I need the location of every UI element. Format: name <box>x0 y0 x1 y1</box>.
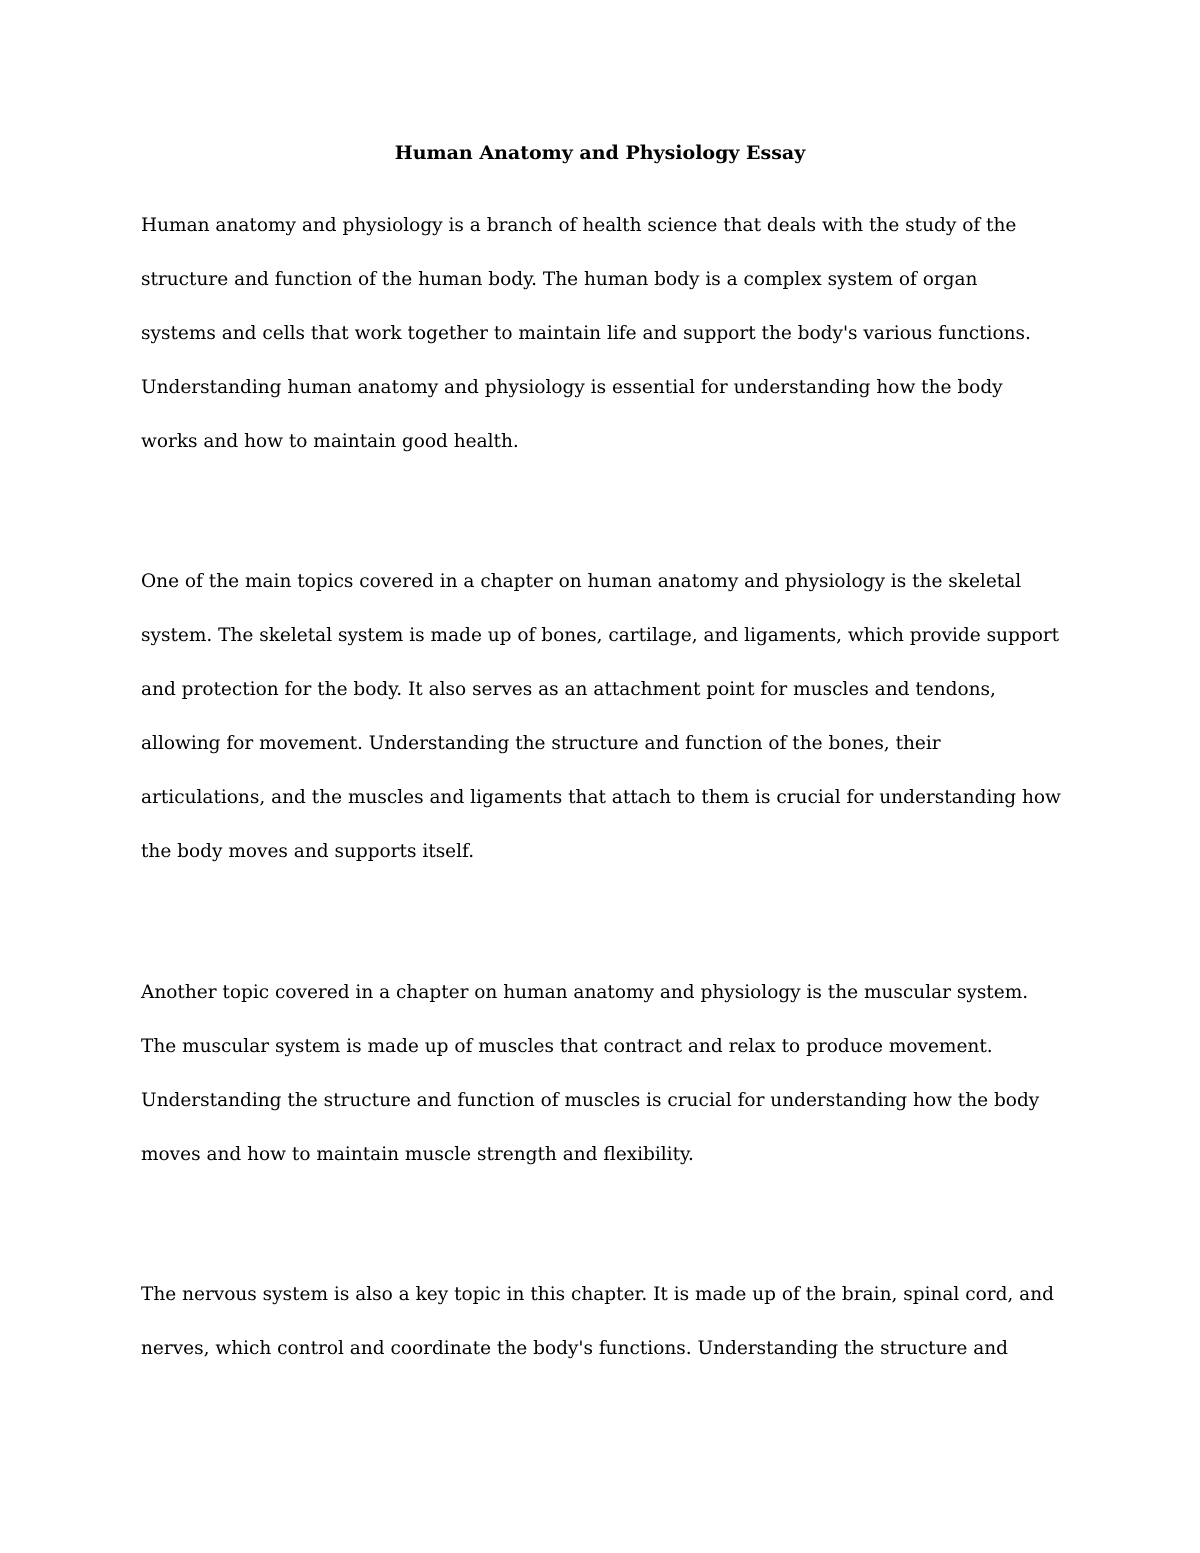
paragraph-3-line: The muscular system is made up of muscles that contract and relax to produce movement. <box>141 1036 993 1057</box>
paragraph-2-line: allowing for movement. Understanding the structure and function of the bones, their <box>141 733 941 754</box>
paragraph-2-line: the body moves and supports itself. <box>141 841 475 862</box>
paragraph-1-line: works and how to maintain good health. <box>141 431 519 452</box>
paragraph-1-line: Human anatomy and physiology is a branch of health science that deals with the study of the <box>141 215 1017 236</box>
paragraph-1-line: systems and cells that work together to maintain life and support the body's various functions. <box>141 323 1031 344</box>
paragraph-1-line: structure and function of the human body. The human body is a complex system of organ <box>141 269 978 290</box>
paragraph-3-line: Another topic covered in a chapter on human anatomy and physiology is the muscular system. <box>141 982 1029 1003</box>
paragraph-3-line: moves and how to maintain muscle strength and flexibility. <box>141 1144 694 1165</box>
paragraph-3-line: Understanding the structure and function of muscles is crucial for understanding how the body <box>141 1090 1040 1111</box>
paragraph-2-line: system. The skeletal system is made up of bones, cartilage, and ligaments, which provide support <box>141 625 1060 646</box>
paragraph-1-line: Understanding human anatomy and physiology is essential for understanding how the body <box>141 377 1003 398</box>
paragraph-2-line: articulations, and the muscles and ligaments that attach to them is crucial for understanding how <box>141 787 1061 808</box>
paragraph-2-line: One of the main topics covered in a chapter on human anatomy and physiology is the skeletal <box>141 571 1022 592</box>
essay-title: Human Anatomy and Physiology Essay <box>394 142 806 164</box>
paragraph-4-line: nerves, which control and coordinate the body's functions. Understanding the structure and <box>141 1338 1008 1359</box>
paragraph-2-line: and protection for the body. It also serves as an attachment point for muscles and tendons, <box>141 679 996 700</box>
paragraph-4-line: The nervous system is also a key topic in this chapter. It is made up of the brain, spinal cord, and <box>141 1284 1054 1305</box>
